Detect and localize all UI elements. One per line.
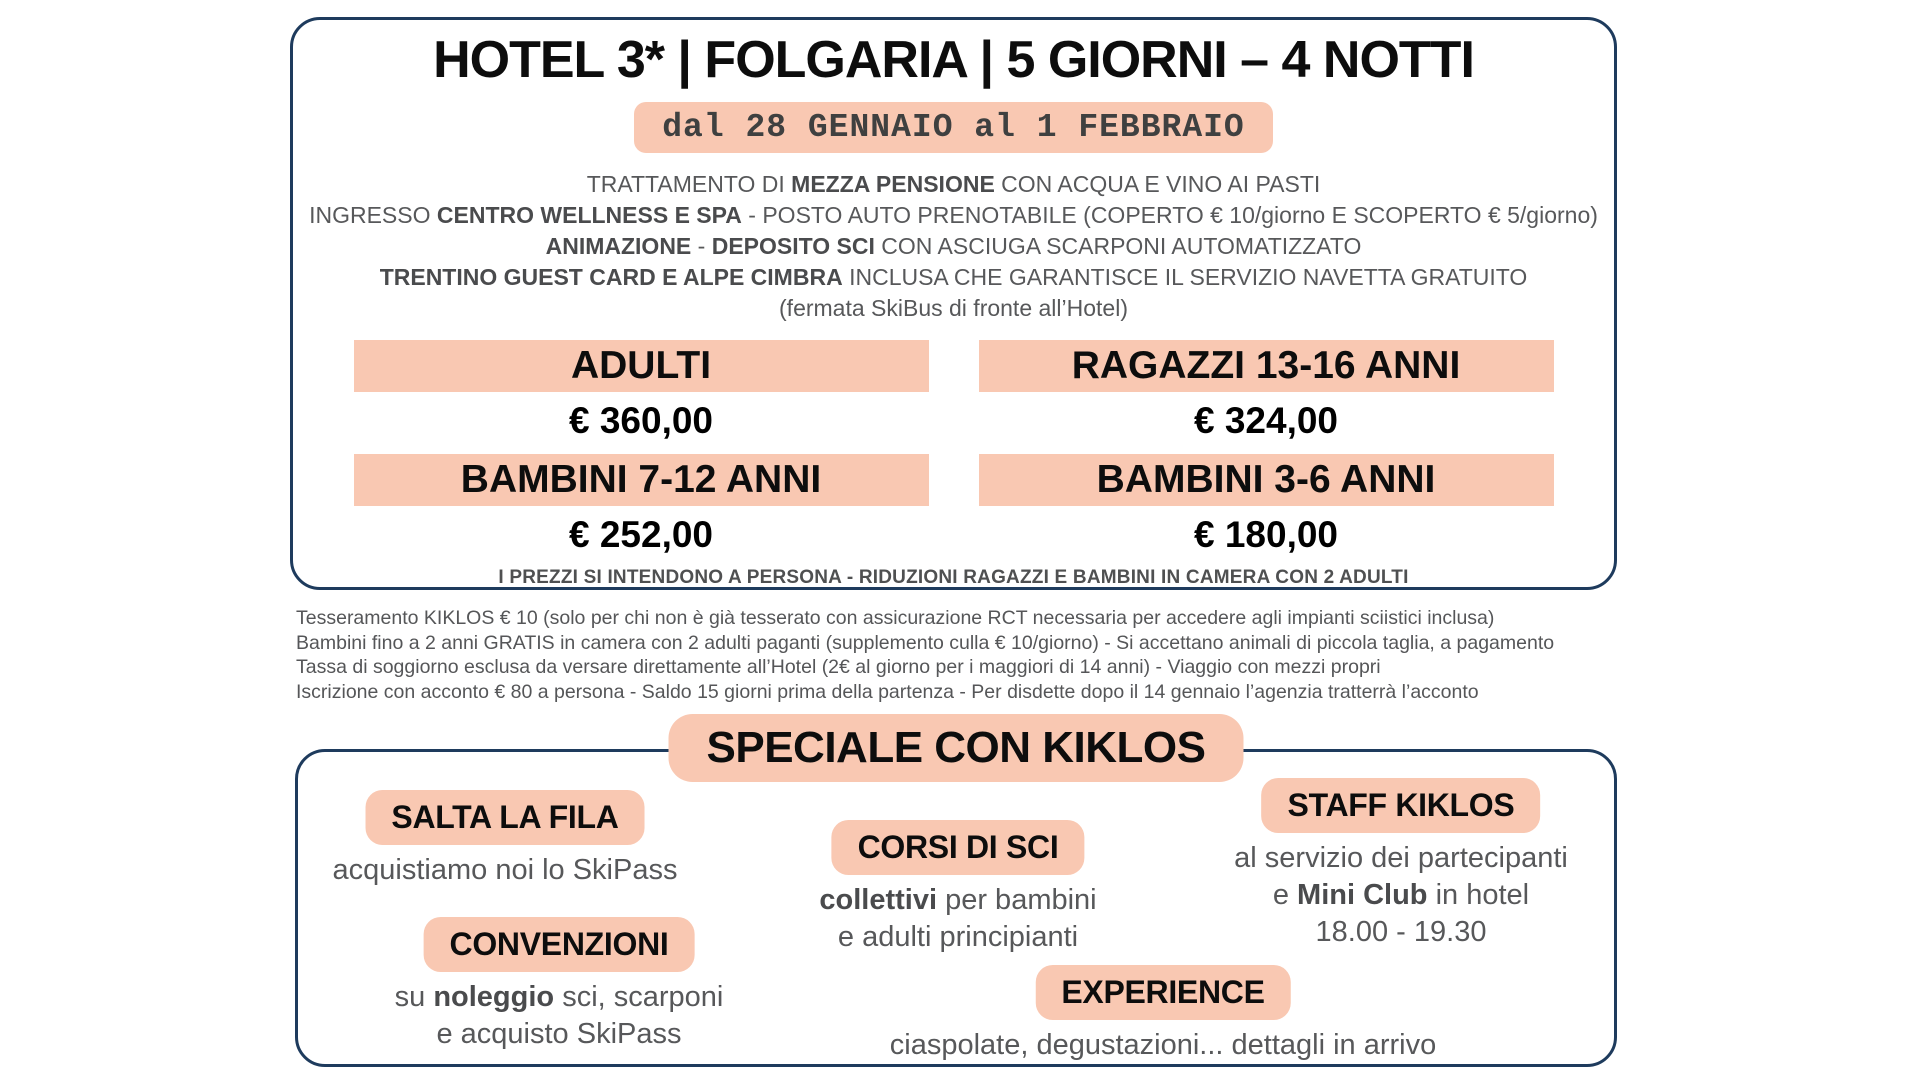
special-title-badge: SPECIALE CON KIKLOS (669, 714, 1244, 782)
price-cell-ragazzi-13-16 (979, 340, 1554, 448)
text-line: INGRESSO CENTRO WELLNESS E SPA - POSTO AUTO PRENOTABILE (COPERTO € 10/giorno E SCOPERTO € 5/giorno) (309, 202, 1598, 229)
section-text (1234, 840, 1568, 951)
offer-box (290, 17, 1617, 590)
section-badge: CORSI DI SCI (832, 820, 1085, 875)
price-label: RAGAZZI 13-16 ANNI (979, 340, 1554, 392)
price-cell-bambini-3-6 (979, 454, 1554, 562)
section-text (333, 852, 678, 889)
section-badge: SALTA LA FILA (365, 790, 644, 845)
text-line: al servizio dei partecipanti (1234, 842, 1568, 874)
text-line: Bambini fino a 2 anni GRATIS in camera con 2 adulti paganti (supplemento culla € 10/giorno) - Si accettano animali di piccola taglia, a pagamento (296, 631, 1555, 654)
text-line: TRENTINO GUEST CARD E ALPE CIMBRA INCLUSA CHE GARANTISCE IL SERVIZIO NAVETTA GRATUITO (379, 264, 1528, 291)
section-text (819, 882, 1096, 956)
text-line: acquistiamo noi lo SkiPass (332, 854, 678, 886)
price-footnote: I PREZZI SI INTENDONO A PERSONA - RIDUZIONI RAGAZZI E BAMBINI IN CAMERA CON 2 ADULTI (498, 567, 1409, 589)
section-text (890, 1027, 1436, 1064)
section-corsi-di-sci (819, 820, 1096, 956)
date-badge: dal 28 GENNAIO al 1 FEBBRAIO (634, 102, 1273, 153)
text-line: e acquisto SkiPass (436, 1018, 682, 1050)
text-line: Iscrizione con acconto € 80 a persona - Saldo 15 giorni prima della partenza - Per disdette dopo il 14 gennaio l’agenzia tratterrà l’acconto (296, 680, 1479, 703)
section-badge: EXPERIENCE (1035, 965, 1290, 1020)
offer-description (293, 169, 1614, 324)
text-line: e adulti principianti (837, 921, 1079, 953)
price-label: BAMBINI 3-6 ANNI (979, 454, 1554, 506)
section-experience (890, 965, 1436, 1064)
text-line: (fermata SkiBus di fronte all’Hotel) (779, 295, 1128, 322)
price-value: € 324,00 (1193, 400, 1339, 442)
price-cell-bambini-7-12 (354, 454, 929, 562)
price-value: € 180,00 (1193, 514, 1339, 556)
text-line: collettivi per bambini (819, 884, 1097, 916)
section-salta-la-fila (333, 790, 678, 889)
offer-title: HOTEL 3* | FOLGARIA | 5 GIORNI – 4 NOTTI (433, 31, 1474, 89)
text-line: 18.00 - 19.30 (1315, 916, 1487, 948)
section-badge: CONVENZIONI (424, 917, 695, 972)
text-line: TRATTAMENTO DI MEZZA PENSIONE CON ACQUA E VINO AI PASTI (586, 171, 1321, 198)
section-convenzioni (395, 917, 724, 1053)
text-line: Tesseramento KIKLOS € 10 (solo per chi non è già tesserato con assicurazione RCT necessaria per accedere agli impianti sciistici inclusa) (296, 607, 1495, 629)
text-line: Tassa di soggiorno esclusa da versare direttamente all’Hotel (2€ al giorno per i maggiori di 14 anni) - Viaggio con mezzi propri (296, 656, 1381, 678)
section-staff-kiklos (1234, 778, 1568, 951)
section-badge: STAFF KIKLOS (1262, 778, 1541, 833)
special-box (295, 723, 1617, 1067)
price-cell-adulti (354, 340, 929, 448)
price-label: BAMBINI 7-12 ANNI (354, 454, 929, 506)
text-line: ciaspolate, degustazioni... dettagli in arrivo (889, 1029, 1437, 1061)
text-line: ANIMAZIONE - DEPOSITO SCI CON ASCIUGA SCARPONI AUTOMATIZZATO (545, 233, 1362, 260)
price-label: ADULTI (354, 340, 929, 392)
price-value: € 360,00 (568, 400, 714, 442)
price-value: € 252,00 (568, 514, 714, 556)
conditions-notes (296, 606, 1626, 704)
price-grid (354, 340, 1554, 562)
text-line: e Mini Club in hotel (1272, 879, 1530, 911)
section-text (395, 979, 724, 1053)
text-line: su noleggio sci, scarponi (394, 981, 724, 1013)
